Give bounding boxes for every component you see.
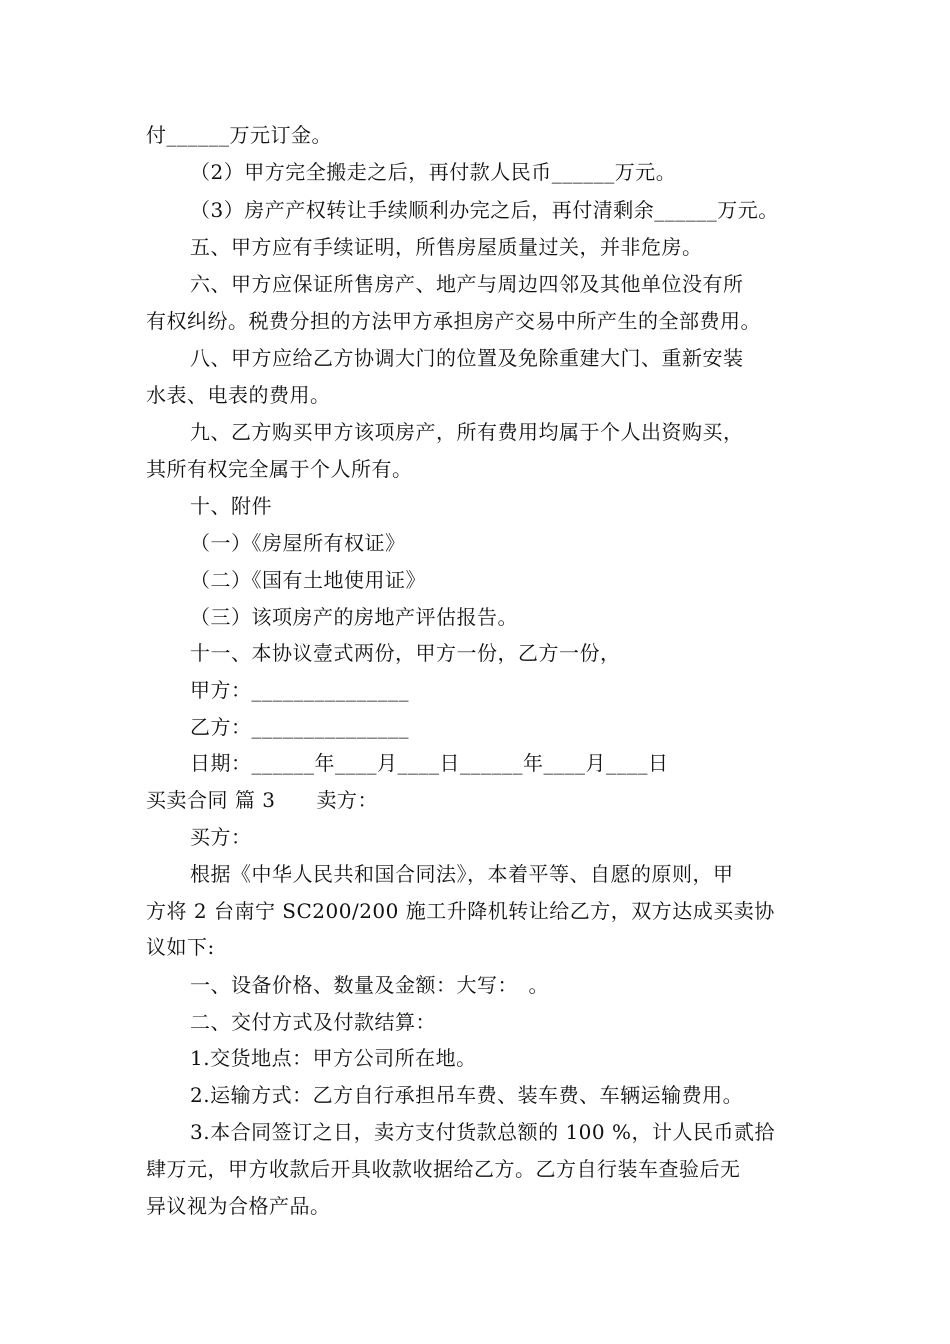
paragraph-line: 八、甲方应给乙方协调大门的位置及免除重建大门、重新安装 [190,346,744,370]
attachment-item: （二）《国有土地使用证》 [190,568,426,592]
section-heading: 十、附件 [190,494,272,518]
paragraph-line: 3.本合同签订之日，卖方支付货款总额的 100 %，计人民币贰拾 [190,1120,775,1144]
signature-party-b: 乙方：_______________ [190,715,409,739]
contract-title: 买卖合同 篇 3 卖方： [146,788,378,812]
buyer-label: 买方： [190,825,252,849]
paragraph-line: （3）房产产权转让手续顺利办完之后，再付清剩余______万元。 [190,198,779,222]
paragraph-line: 九、乙方购买甲方该项房产，所有费用均属于个人出资购买， [190,420,744,444]
signature-party-a: 甲方：_______________ [190,678,409,702]
paragraph-line: 根据《中华人民共和国合同法》，本着平等、自愿的原则，甲 [190,862,734,886]
paragraph-line: 肆万元，甲方收款后开具收款收据给乙方。乙方自行装车查验后无 [146,1157,741,1181]
paragraph-line: 水表、电表的费用。 [146,383,331,407]
paragraph-line: 方将 2 台南宁 SC200/200 施工升降机转让给乙方，双方达成买卖协 [146,899,775,923]
paragraph-line: 有权纠纷。税费分担的方法甲方承担房产交易中所产生的全部费用。 [146,309,761,333]
paragraph-line: 十一、本协议壹式两份，甲方一份，乙方一份， [190,641,621,665]
paragraph-line: 六、甲方应保证所售房产、地产与周边四邻及其他单位没有所 [190,272,744,296]
paragraph-line: 议如下: [146,935,215,959]
paragraph-line: 一、设备价格、数量及金额：大写： 。 [190,973,549,997]
paragraph-line: 2.运输方式：乙方自行承担吊车费、装车费、车辆运输费用。 [190,1083,744,1107]
paragraph-line: 五、甲方应有手续证明，所售房屋质量过关，并非危房。 [190,235,703,259]
paragraph-line: 异议视为合格产品。 [146,1194,331,1218]
paragraph-line: 付______万元订金。 [146,123,332,147]
paragraph-line: 二、交付方式及付款结算： [190,1010,436,1034]
signature-date: 日期：______年____月____日______年____月____日 [190,751,669,775]
attachment-item: （一）《房屋所有权证》 [190,531,406,555]
paragraph-line: 1.交货地点：甲方公司所在地。 [190,1046,477,1070]
paragraph-line: （2）甲方完全搬走之后，再付款人民币______万元。 [190,160,677,184]
attachment-item: （三）该项房产的房地产评估报告。 [190,605,518,629]
paragraph-line: 其所有权完全属于个人所有。 [146,457,413,481]
